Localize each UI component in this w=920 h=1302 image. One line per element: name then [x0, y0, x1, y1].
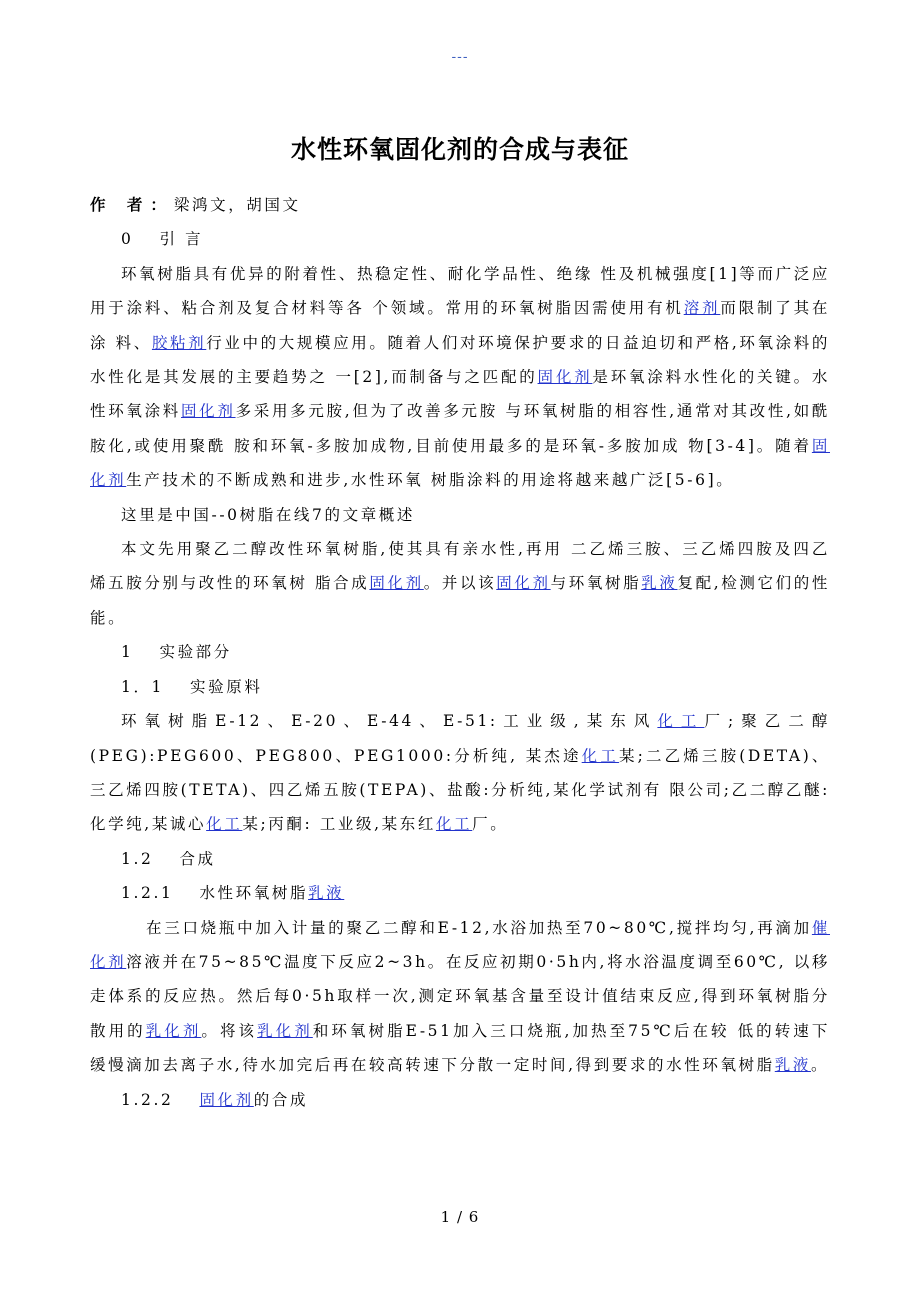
section-heading-1-2-1 [90, 876, 830, 910]
link-chemical-industry[interactable]: 化工 [435, 815, 473, 834]
link-emulsion[interactable]: 乳液 [774, 1056, 811, 1075]
text-run: 某;二乙烯三胺(DETA)、三乙烯四胺(TETA)、四乙烯五胺(TEPA)、盐酸:分析纯,某化学试剂有 限公司;乙二醇乙醚:化学纯,某诚心 [90, 746, 830, 834]
section-number: 1．1 [121, 677, 165, 696]
link-emulsifier[interactable]: 乳化剂 [257, 1021, 313, 1040]
section-number: 1 [121, 643, 134, 662]
link-curing-agent[interactable]: 固化剂 [90, 436, 830, 490]
document-title: 水性环氧固化剂的合成与表征 [290, 135, 629, 164]
link-curing-agent[interactable]: 固化剂 [496, 574, 551, 593]
synthesis-paragraph [90, 911, 830, 1083]
section-title: 水性环氧树脂 [199, 884, 309, 903]
link-curing-agent[interactable]: 固化剂 [199, 1090, 254, 1109]
section-title: 合成 [179, 849, 216, 868]
section-heading-1-2-2 [90, 1083, 830, 1117]
author-line [90, 188, 830, 222]
text-run: 生产技术的不断成熟和进步,水性环氧 树脂涂料的用途将越来越广泛[5-6]。 [126, 471, 735, 490]
link-curing-agent[interactable]: 固化剂 [180, 402, 236, 421]
section-heading-1-2 [90, 842, 830, 876]
link-chemical-industry[interactable]: 化工 [657, 712, 705, 731]
text-run: 而限制了其在涂 料、 [90, 299, 830, 352]
text-run: 。并以该 [423, 574, 497, 593]
materials-paragraph [90, 704, 830, 842]
text-run: 环氧树脂E-12、E-20、E-44、E-51:工业级,某东风 [121, 712, 658, 731]
text-run: 复配,检测它们的性能。 [90, 574, 831, 627]
link-curing-agent[interactable]: 固化剂 [369, 574, 424, 593]
section-title: 引 言 [159, 230, 204, 249]
text-run: 在三口烧瓶中加入计量的聚乙二醇和E-12,水浴加热至70~80℃,搅拌均匀,再滴加 [146, 918, 812, 937]
section-number: 1.2.1 [121, 884, 174, 903]
link-chemical-industry[interactable]: 化工 [206, 815, 243, 834]
link-emulsion[interactable]: 乳液 [308, 884, 345, 903]
section-number: 1.2 [121, 849, 154, 868]
text-run: 溶液并在75~85℃温度下反应2~3h。在反应初期0·5h内,将水浴温度调至60℃, 以移走体系的反应热。然后每0·5h取样一次,测定环氧基含量至设计值结束反应,得到环氧树脂分散用的 [90, 952, 831, 1040]
section-heading-0 [90, 222, 830, 256]
text-run: 。将该 [201, 1021, 258, 1040]
author-label: 作 者： [90, 195, 174, 214]
link-emulsion[interactable]: 乳液 [641, 574, 678, 593]
text-run: 与环氧树脂 [550, 574, 642, 593]
link-curing-agent[interactable]: 固化剂 [537, 368, 593, 387]
section-title: 实验原料 [190, 677, 263, 696]
link-solvent[interactable]: 溶剂 [683, 299, 721, 318]
link-chemical-industry[interactable]: 化工 [581, 746, 619, 765]
aim-paragraph [90, 532, 830, 635]
text-run: 环氧树脂具有优异的附着性、热稳定性、耐化学品性、绝缘 性及机械强度[1]等而广泛应用于涂料、粘合剂及复合材料等各 个领域。常用的环氧树脂因需使用有机 [90, 264, 830, 318]
text-run: 和环氧树脂E-51加入三口烧瓶,加热至75℃后在较 低的转速下缓慢滴加去离子水,待水加完后再在较高转速下分散一定时间,得到要求的水性环氧树脂 [90, 1021, 830, 1075]
page-number: 1 / 6 [440, 1208, 480, 1226]
text-run: 厂。 [472, 815, 509, 834]
link-emulsifier[interactable]: 乳化剂 [145, 1021, 202, 1040]
text-run: 。 [810, 1056, 830, 1075]
link-adhesive[interactable]: 胶粘剂 [151, 333, 207, 352]
text-run: 厂;聚乙二醇(PEG):PEG600、PEG800、PEG1000:分析纯, 某杰途 [90, 712, 830, 765]
text-run: 行业中的大规模应用。随着人们对环境保护要求的日益迫切和严格,环氧涂料的水性化是其发展的主要趋势之 一[2],而制备与之匹配的 [90, 333, 830, 387]
document-body [90, 190, 830, 1117]
text-run: 本文先用聚乙二醇改性环氧树脂,使其具有亲水性,再用 二乙烯三胺、三乙烯四胺及四乙烯五胺分别与改性的环氧树 脂合成 [90, 540, 830, 593]
link-catalyst[interactable]: 催化剂 [90, 918, 830, 971]
text-run: 是环氧涂料水性化的关键。水性环氧涂料 [90, 368, 830, 421]
header-mark: --- [451, 50, 469, 65]
section-heading-1 [90, 635, 830, 669]
section-number: 1.2.2 [121, 1090, 174, 1109]
notice-line: 这里是中国--0树脂在线7的文章概述 [121, 505, 415, 524]
text-run: 某;丙酮: 工业级,某东红 [242, 815, 436, 834]
intro-paragraph [90, 257, 830, 498]
section-title: 实验部分 [159, 643, 232, 662]
author-names: 梁鸿文，胡国文 [173, 196, 301, 214]
text-run: 多采用多元胺,但为了改善多元胺 与环氧树脂的相容性,通常对其改性,如酰胺化,或使用聚酰 胺和环氧-多胺加成物,目前使用最多的是环氧-多胺加成 物[3-4]。随着 [90, 402, 830, 455]
section-number: 0 [121, 230, 134, 249]
section-heading-1-1 [90, 670, 830, 704]
section-title: 的合成 [253, 1090, 309, 1109]
